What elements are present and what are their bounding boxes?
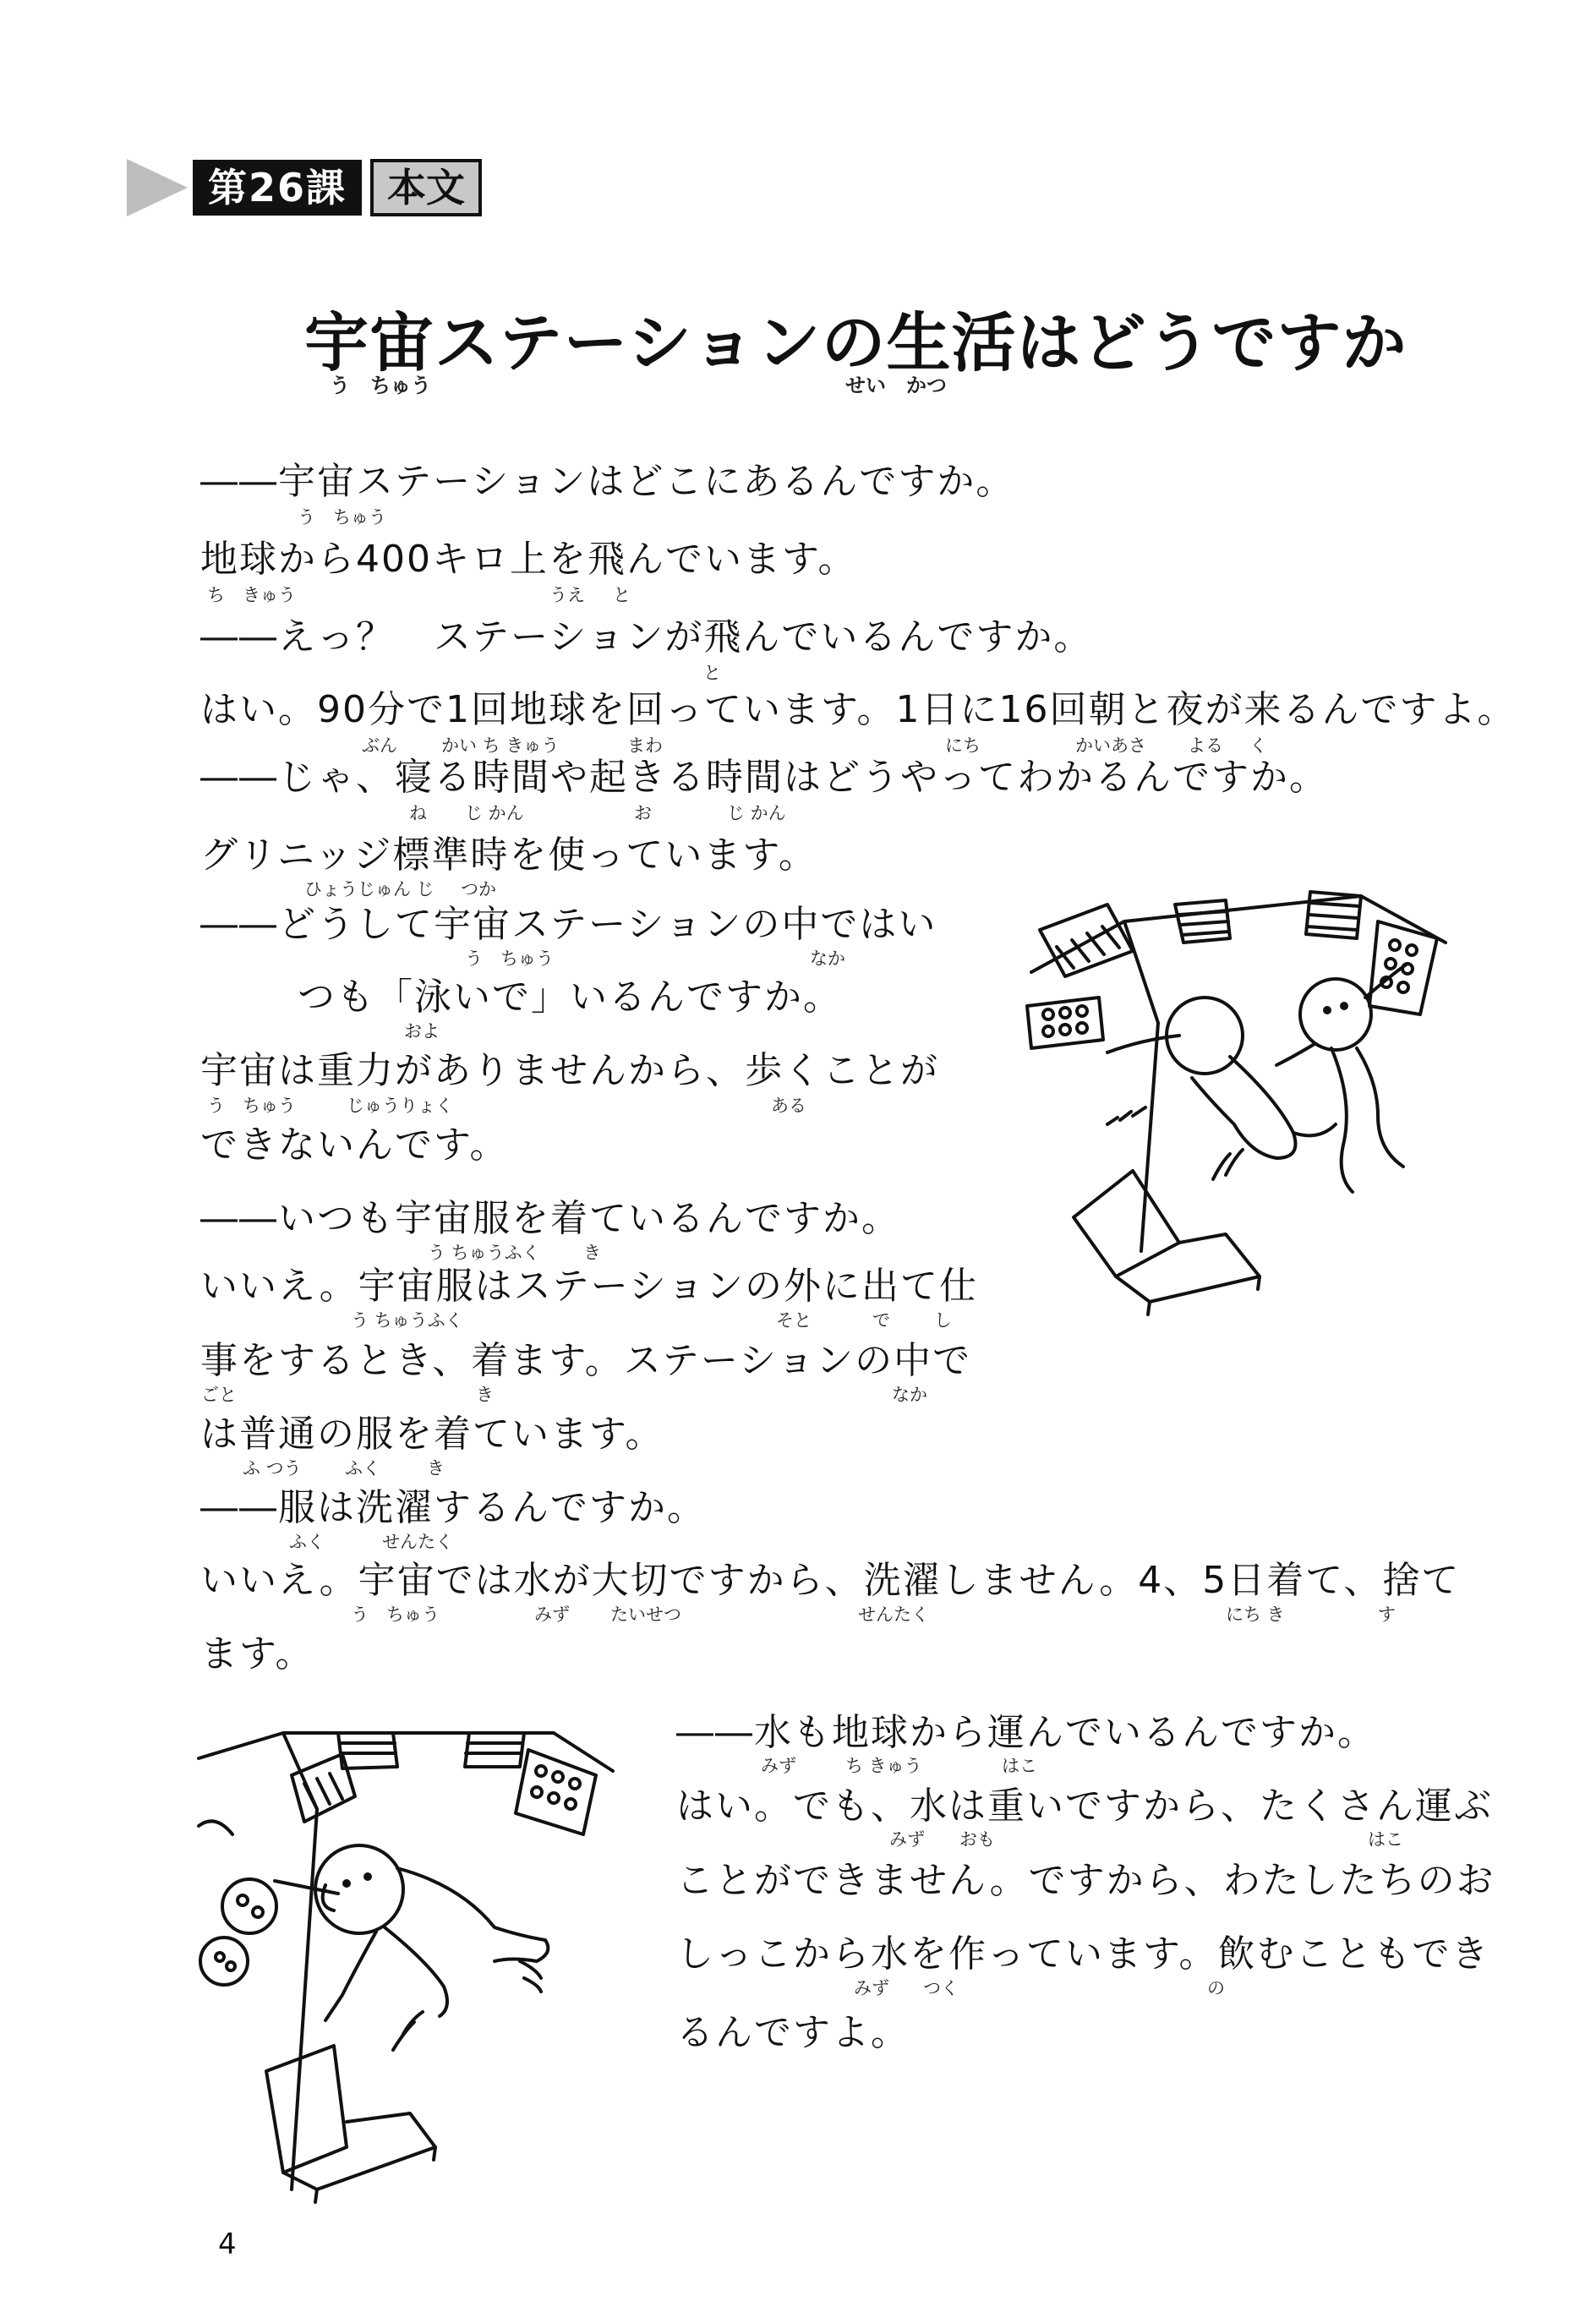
- furigana: よる: [1188, 735, 1223, 756]
- text-line: 宇宙は重力がありませんから、歩くことが: [200, 1049, 939, 1092]
- furigana: じ かん: [727, 803, 786, 823]
- text-line: つも「泳いで」いるんですか。: [298, 976, 842, 1019]
- furigana: はこ: [1368, 1829, 1403, 1850]
- furigana: ち きゅう: [845, 1756, 922, 1776]
- furigana: ごと: [201, 1385, 237, 1405]
- text-line: ます。: [200, 1632, 314, 1675]
- furigana: ある: [771, 1096, 806, 1116]
- furigana: およ: [404, 1021, 440, 1041]
- text-line: できないんです。: [200, 1123, 509, 1167]
- text-line: いいえ。宇宙服はステーションの外に出て仕: [200, 1265, 978, 1308]
- text-line: ――どうして宇宙ステーションの中ではい: [200, 903, 937, 946]
- furigana: う ちゅう: [298, 507, 386, 527]
- text-line: は普通の服を着ています。: [200, 1413, 664, 1456]
- title-ruby-uchuu: う ちゅう: [330, 374, 431, 397]
- lesson-number-badge: 第26課: [193, 160, 362, 216]
- furigana: う ちゅう: [207, 1096, 296, 1116]
- text-line: ことができません。ですから、わたしたちのお: [676, 1859, 1495, 1902]
- furigana: ふく: [345, 1458, 380, 1479]
- furigana: つく: [923, 1978, 959, 1998]
- furigana: く: [1249, 735, 1267, 756]
- furigana: ふく: [289, 1532, 325, 1552]
- furigana: つか: [461, 879, 496, 899]
- furigana: かい ち きゅう: [441, 735, 560, 756]
- furigana: ふ つう: [243, 1458, 302, 1479]
- furigana: ね: [409, 803, 427, 823]
- text-line: ――いつも宇宙服を着ているんですか。: [200, 1197, 900, 1240]
- furigana: おも: [959, 1829, 995, 1850]
- arrow-icon: [127, 159, 188, 216]
- furigana: し: [934, 1310, 952, 1331]
- text-line: るんですよ。: [676, 2011, 910, 2054]
- furigana: で: [872, 1310, 890, 1331]
- furigana: みず: [761, 1756, 796, 1776]
- text-line: しっこから水を作っています。飲むこともでき: [676, 1932, 1490, 1976]
- furigana: と: [613, 585, 631, 605]
- furigana: ひょうじゅん じ: [304, 879, 435, 899]
- furigana: そと: [776, 1310, 812, 1331]
- lesson-header: [127, 157, 482, 218]
- furigana: う ちゅうふく: [428, 1243, 540, 1263]
- furigana: なか: [810, 948, 845, 969]
- furigana: お: [634, 803, 652, 823]
- furigana: にち き: [1226, 1604, 1285, 1625]
- text-line: ――水も地球から運んでいるんですか。: [676, 1711, 1376, 1754]
- furigana: はこ: [1002, 1756, 1037, 1776]
- furigana: かいあさ: [1075, 735, 1146, 756]
- furigana: の: [1207, 1978, 1225, 1998]
- section-badge: 本文: [370, 159, 482, 216]
- furigana: みず: [534, 1604, 570, 1625]
- furigana: う ちゅう: [465, 948, 554, 969]
- furigana: うえ: [549, 585, 585, 605]
- furigana: みず: [854, 1978, 889, 1998]
- text-line: はい。でも、水は重いですから、たくさん運ぶ: [676, 1785, 1493, 1828]
- text-line: グリニッジ標準時を使っています。: [200, 834, 817, 877]
- page-number: 4: [218, 2227, 237, 2261]
- text-line: 地球から400キロ上を飛んでいます。: [200, 538, 857, 581]
- furigana: き: [427, 1458, 445, 1479]
- text-line: いいえ。宇宙では水が大切ですから、洗濯しません。4、5日着て、捨て: [200, 1559, 1461, 1602]
- furigana: じゅうりょく: [347, 1096, 453, 1116]
- text-line: はい。90分で1回地球を回っています。1日に16回朝と夜が来るんですよ。: [200, 688, 1517, 731]
- illustration-floating-astronauts: [1023, 879, 1462, 1319]
- furigana: まわ: [627, 735, 663, 756]
- page-title: 宇宙ステーションの生活はどうですか: [304, 305, 1407, 380]
- text-line: ――宇宙ステーションはどこにあるんですか。: [200, 460, 1015, 503]
- furigana: にち: [945, 735, 981, 756]
- furigana: みず: [889, 1829, 925, 1850]
- furigana: たいせつ: [610, 1604, 681, 1625]
- furigana: き: [476, 1385, 494, 1405]
- furigana: せんたく: [382, 1532, 453, 1552]
- furigana: と: [703, 663, 721, 683]
- furigana: う ちゅう: [351, 1604, 440, 1625]
- title-ruby-seikatsu: せい かつ: [845, 374, 947, 397]
- furigana: せんたく: [858, 1604, 929, 1625]
- text-line: ――じゃ、寝る時間や起きる時間はどうやってわかるんですか。: [200, 756, 1328, 799]
- furigana: ぶん: [362, 735, 397, 756]
- furigana: ち きゅう: [207, 585, 296, 605]
- furigana: じ かん: [465, 803, 524, 823]
- furigana: なか: [892, 1385, 927, 1405]
- text-line: ――えっ？ ステーションが飛んでいるんですか。: [200, 615, 1093, 659]
- furigana: う ちゅうふく: [351, 1310, 463, 1331]
- text-line: ――服は洗濯するんですか。: [200, 1486, 706, 1529]
- furigana: き: [583, 1243, 601, 1263]
- furigana: す: [1378, 1604, 1396, 1625]
- illustration-astronaut-drinking: [190, 1716, 647, 2206]
- text-line: 事をするとき、着ます。ステーションの中で: [200, 1339, 972, 1382]
